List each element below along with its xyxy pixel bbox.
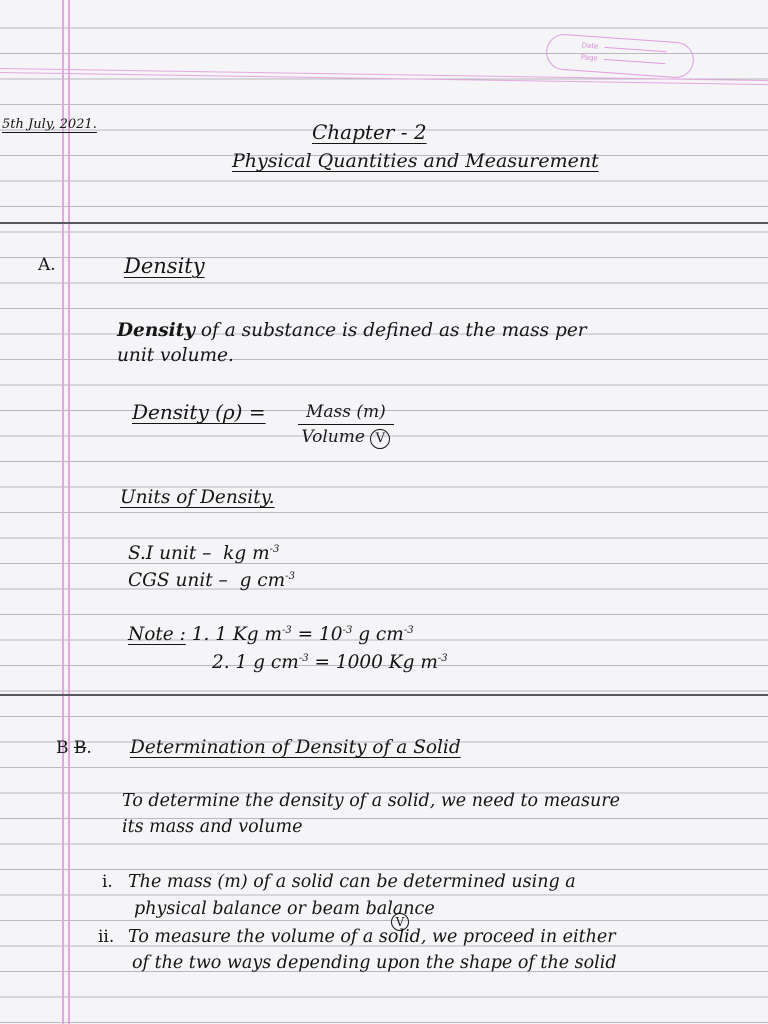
item1-marker: i.: [102, 872, 113, 892]
cgs-unit-value: g cm: [239, 570, 286, 591]
note-line1: Note : 1. 1 Kg $m^{-3} = 10^{-3}$ g $cm^{-3}$: [128, 624, 414, 645]
section-b-heading: Determination of Density of a Solid: [130, 737, 461, 758]
section-a-heading: Density: [124, 254, 205, 278]
definition-text: of a substance is defined as the mass per: [195, 320, 587, 341]
entry-date: 5th July, 2021.: [2, 117, 97, 132]
margin-line: [68, 0, 70, 1024]
cgs-unit-row: CGS unit – g $cm^{-3}$: [128, 570, 295, 591]
struck-marker: B: [73, 738, 87, 758]
section-b-marker: B B.: [56, 738, 92, 758]
density-formula-fraction: [298, 402, 394, 449]
stamp-date-label: Date: [581, 41, 599, 51]
section-divider: [0, 694, 768, 696]
si-unit-label: S.I unit –: [128, 543, 212, 564]
volume-symbol: V: [370, 429, 390, 449]
si-unit-row: S.I unit – kg $m^{-3}$: [128, 543, 280, 564]
density-definition-line2: unit volume.: [117, 345, 234, 366]
formula-denominator: Volume V: [298, 425, 394, 449]
item1-line2: physical balance or beam balance: [134, 899, 435, 919]
date-page-stamp: [545, 33, 695, 79]
margin-line: [62, 0, 64, 1024]
section-divider: [0, 222, 768, 224]
item2-line2: of the two ways depending upon the shape of the solid: [132, 953, 617, 973]
item2-line1: To measure the volume of a solid, we proceed in either: [128, 927, 616, 947]
formula-numerator: Mass (m): [298, 402, 394, 425]
note-line2: 2. 1 g $cm^{-3} = 1000$ Kg $m^{-3}$: [212, 652, 448, 673]
stamp-page-label: Page: [580, 53, 599, 63]
si-unit-value: kg m: [223, 543, 270, 564]
section-a-marker: A.: [38, 255, 56, 275]
item2-marker: ii.: [98, 927, 115, 947]
section-b-intro-line1: To determine the density of a solid, we need to measure: [122, 791, 620, 811]
correction-mark: V: [391, 913, 409, 931]
chapter-number: Chapter - 2: [312, 120, 427, 144]
item1-line1: The mass (m) of a solid can be determined using a: [128, 872, 576, 892]
section-b-intro-line2: its mass and volume: [122, 817, 303, 837]
chapter-title: Physical Quantities and Measurement: [232, 150, 599, 172]
formula-lhs: Density (ρ) =: [132, 400, 266, 424]
cgs-unit-label: CGS unit –: [128, 570, 228, 591]
units-heading: Units of Density.: [120, 487, 275, 508]
note-label: Note :: [128, 624, 186, 645]
density-definition-line1: [117, 320, 587, 341]
definition-term: Density: [117, 320, 196, 341]
